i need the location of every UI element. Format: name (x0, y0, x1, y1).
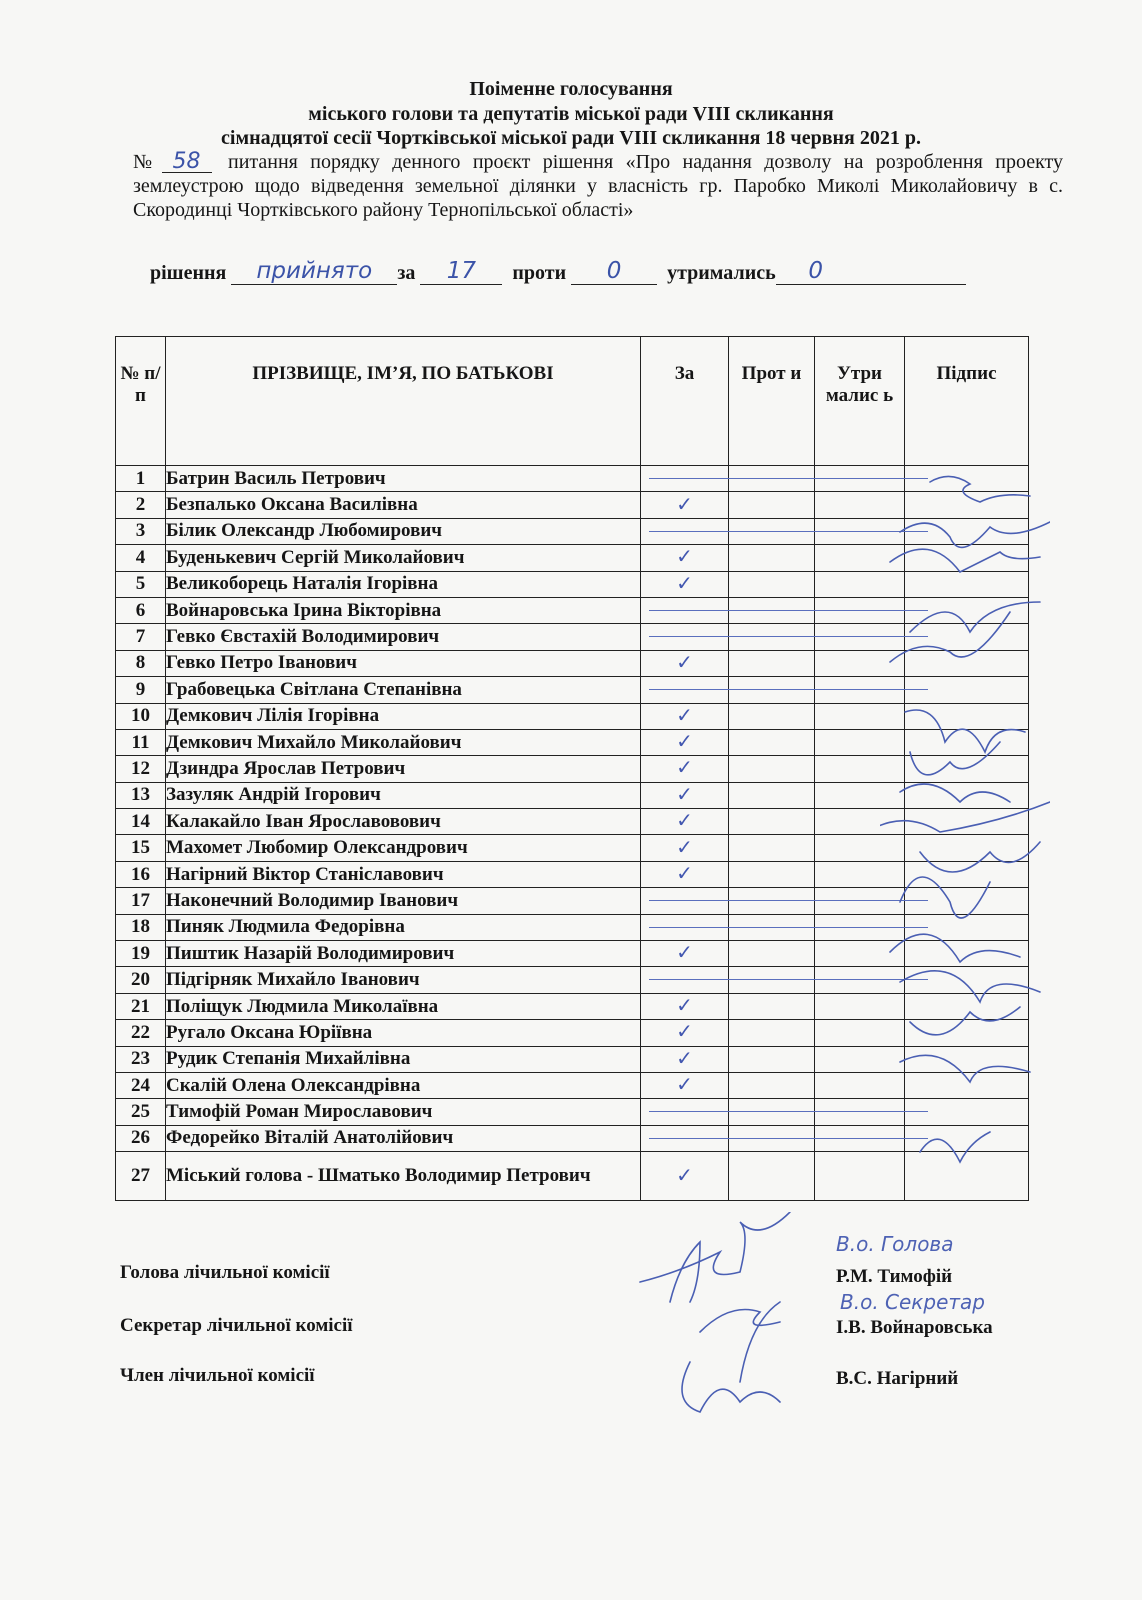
vote-for-cell (641, 677, 729, 703)
header-abstain: Утри малис ь (815, 337, 905, 466)
deputy-name: Демкович Михайло Миколайович (166, 729, 641, 755)
row-number: 10 (116, 703, 166, 729)
decision-line (150, 258, 966, 285)
vote-against-cell (729, 809, 815, 835)
abstain-count: 0 (808, 258, 823, 284)
deputy-name: Білик Олександр Любомирович (166, 518, 641, 544)
deputy-name: Войнаровська Ірина Вікторівна (166, 597, 641, 623)
row-number: 17 (116, 888, 166, 914)
vote-for-cell (641, 888, 729, 914)
deputy-name: Зазуляк Андрій Ігорович (166, 782, 641, 808)
vote-against-cell (729, 1125, 815, 1151)
table-header-row (116, 337, 1029, 466)
deputy-name: Батрин Василь Петрович (166, 466, 641, 492)
vote-against-cell (729, 888, 815, 914)
vote-for-cell (641, 782, 729, 808)
deputy-name: Наконечний Володимир Іванович (166, 888, 641, 914)
deputy-name: Демкович Лілія Ігорівна (166, 703, 641, 729)
vote-against-cell (729, 993, 815, 1019)
check-mark-icon: ✓ (676, 834, 693, 859)
commission-secretary-label: Секретар лічильної комісії (120, 1315, 353, 1336)
deputy-name: Буденькевич Сергій Миколайович (166, 545, 641, 571)
deputy-name: Міський голова - Шматько Володимир Петрович (166, 1152, 641, 1201)
vote-against-cell (729, 835, 815, 861)
check-mark-icon: ✓ (676, 993, 693, 1017)
vote-for-cell (641, 1072, 729, 1098)
vote-for-cell (641, 809, 729, 835)
against-count: 0 (606, 258, 622, 284)
vote-for-cell (641, 597, 729, 623)
row-number: 9 (116, 677, 166, 703)
issue-number: 58 (162, 152, 212, 173)
check-mark-icon: ✓ (676, 755, 693, 780)
vote-for-cell (641, 624, 729, 650)
row-number: 12 (116, 756, 166, 782)
row-number: 16 (116, 861, 166, 887)
vote-against-cell (729, 677, 815, 703)
vote-for-cell (641, 835, 729, 861)
check-mark-icon: ✓ (676, 702, 693, 727)
issue-description (133, 150, 1063, 222)
row-number: 26 (116, 1125, 166, 1151)
row-number: 5 (116, 571, 166, 597)
commission-member-name: В.С. Нагірний (836, 1368, 959, 1389)
check-mark-icon: ✓ (676, 544, 693, 569)
vote-for-cell (641, 1046, 729, 1072)
vote-for-cell (641, 703, 729, 729)
vote-against-cell (729, 756, 815, 782)
deputy-name: Нагірний Віктор Станіславович (166, 861, 641, 887)
commission-secretary-name: І.В. Войнаровська (836, 1317, 993, 1338)
row-number: 15 (116, 835, 166, 861)
row-number: 8 (116, 650, 166, 676)
deputy-name: Федорейко Віталій Анатолійович (166, 1125, 641, 1151)
row-number: 4 (116, 545, 166, 571)
vote-against-cell (729, 650, 815, 676)
vote-for-cell (641, 993, 729, 1019)
issue-number-prefix: № (133, 151, 160, 173)
vote-for-cell (641, 1099, 729, 1125)
check-mark-icon: ✓ (676, 808, 693, 833)
vote-against-cell (729, 782, 815, 808)
abstain-label: утримались (667, 262, 776, 284)
deputy-name: Дзиндра Ярослав Петрович (166, 756, 641, 782)
acting-secretary-note: В.о. Секретар (840, 1290, 985, 1314)
deputy-name: Ругало Оксана Юріївна (166, 1020, 641, 1046)
vote-for-cell (641, 914, 729, 940)
vote-for-cell (641, 861, 729, 887)
vote-against-cell (729, 571, 815, 597)
deputy-name: Тимофій Роман Мирославович (166, 1099, 641, 1125)
vote-for-cell (641, 545, 729, 571)
commission-head-label: Голова лічильної комісії (120, 1262, 330, 1283)
header-for: За (641, 337, 729, 466)
row-number: 2 (116, 492, 166, 518)
check-mark-icon: ✓ (676, 940, 693, 965)
vote-against-cell (729, 624, 815, 650)
row-number: 14 (116, 809, 166, 835)
header-signature: Підпис (905, 337, 1029, 466)
check-mark-icon: ✓ (676, 861, 693, 886)
row-number: 6 (116, 597, 166, 623)
deputy-name: Рудик Степанія Михайлівна (166, 1046, 641, 1072)
row-number: 3 (116, 518, 166, 544)
deputy-name: Пиняк Людмила Федорівна (166, 914, 641, 940)
vote-against-cell (729, 545, 815, 571)
vote-against-cell (729, 597, 815, 623)
row-number: 20 (116, 967, 166, 993)
for-label: за (397, 262, 416, 284)
signature-scribbles (880, 462, 1050, 1202)
row-number: 11 (116, 729, 166, 755)
deputy-name: Грабовецька Світлана Степанівна (166, 677, 641, 703)
decision-value: прийнято (256, 258, 373, 284)
deputy-name: Гевко Петро Іванович (166, 650, 641, 676)
vote-against-cell (729, 518, 815, 544)
row-number: 7 (116, 624, 166, 650)
commission-signatures (630, 1212, 810, 1442)
commission-head-name: Р.М. Тимофій (836, 1266, 953, 1287)
vote-against-cell (729, 1020, 815, 1046)
deputy-name: Поліщук Людмила Миколаївна (166, 993, 641, 1019)
row-number: 13 (116, 782, 166, 808)
for-count: 17 (446, 258, 476, 284)
vote-against-cell (729, 729, 815, 755)
vote-against-cell (729, 1046, 815, 1072)
vote-for-cell (641, 492, 729, 518)
row-number: 24 (116, 1072, 166, 1098)
row-number: 22 (116, 1020, 166, 1046)
acting-head-note: В.о. Голова (836, 1232, 954, 1256)
vote-for-cell (641, 729, 729, 755)
vote-against-cell (729, 941, 815, 967)
check-mark-icon: ✓ (676, 1019, 693, 1044)
check-mark-icon: ✓ (676, 649, 693, 674)
vote-for-cell (641, 1125, 729, 1151)
vote-for-cell (641, 756, 729, 782)
check-mark-icon: ✓ (676, 1162, 693, 1187)
vote-against-cell (729, 967, 815, 993)
vote-against-cell (729, 861, 815, 887)
deputy-name: Великоборець Наталія Ігорівна (166, 571, 641, 597)
check-mark-icon: ✓ (676, 1072, 693, 1097)
check-mark-icon: ✓ (676, 491, 693, 516)
row-number: 25 (116, 1099, 166, 1125)
row-number: 18 (116, 914, 166, 940)
against-label: проти (512, 262, 567, 284)
header-against: Прот и (729, 337, 815, 466)
vote-for-cell (641, 571, 729, 597)
row-number: 19 (116, 941, 166, 967)
header-name: ПРІЗВИЩЕ, ІМ’Я, ПО БАТЬКОВІ (166, 337, 641, 466)
vote-for-cell (641, 941, 729, 967)
vote-against-cell (729, 466, 815, 492)
vote-for-cell (641, 967, 729, 993)
check-mark-icon: ✓ (676, 781, 693, 806)
check-mark-icon: ✓ (676, 570, 693, 595)
deputy-name: Безпалько Оксана Василівна (166, 492, 641, 518)
vote-for-cell (641, 650, 729, 676)
deputy-name: Пиштик Назарій Володимирович (166, 941, 641, 967)
vote-for-cell (641, 1020, 729, 1046)
deputy-name: Підгірняк Михайло Іванович (166, 967, 641, 993)
deputy-name: Гевко Євстахій Володимирович (166, 624, 641, 650)
deputy-name: Скалій Олена Олександрівна (166, 1072, 641, 1098)
row-number: 27 (116, 1152, 166, 1201)
header-num: № п/п (116, 337, 166, 466)
vote-against-cell (729, 1099, 815, 1125)
vote-for-cell (641, 466, 729, 492)
session-line: сімнадцятої сесії Чортківської міської ради VIII скликання 18 червня 2021 р. (221, 127, 921, 149)
document-subtitle: міського голови та депутатів міської ради VIII скликання (308, 103, 834, 125)
row-number: 1 (116, 466, 166, 492)
issue-text: питання порядку денного проєкт рішення «Про надання дозволу на розроблення проекту землеустрою щодо відведення земельної ділянки у власність гр. Паробко Миколі Миколайовичу в с. Скородинці Чортківського району Тернопільської області» (133, 151, 1064, 221)
vote-against-cell (729, 914, 815, 940)
vote-against-cell (729, 492, 815, 518)
vote-for-cell (641, 1152, 729, 1201)
row-number: 21 (116, 993, 166, 1019)
row-number: 23 (116, 1046, 166, 1072)
document-title: Поіменне голосування (469, 78, 673, 100)
deputy-name: Калакайло Іван Ярославовович (166, 809, 641, 835)
check-mark-icon: ✓ (676, 729, 693, 754)
vote-against-cell (729, 703, 815, 729)
vote-against-cell (729, 1072, 815, 1098)
deputy-name: Махомет Любомир Олександрович (166, 835, 641, 861)
vote-against-cell (729, 1152, 815, 1201)
check-mark-icon: ✓ (676, 1045, 693, 1070)
commission-member-label: Член лічильної комісії (120, 1365, 315, 1386)
vote-for-cell (641, 518, 729, 544)
decision-label: рішення (150, 262, 227, 284)
